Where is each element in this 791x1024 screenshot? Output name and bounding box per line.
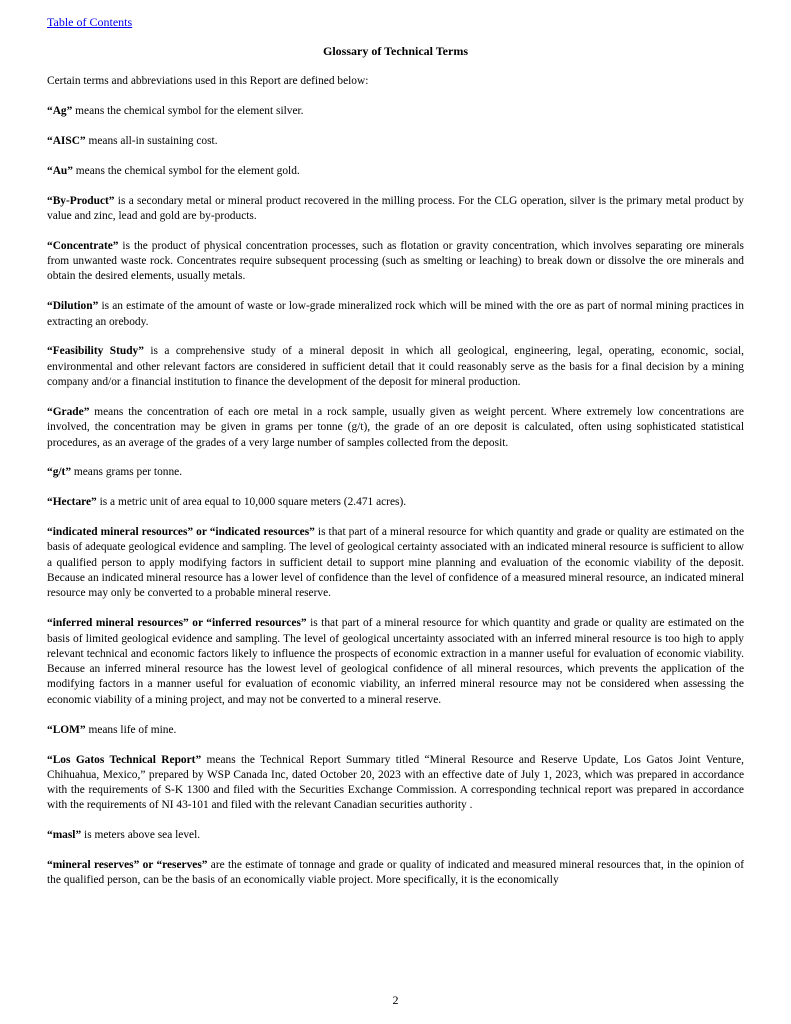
page-number: 2 bbox=[392, 993, 399, 1007]
glossary-term: “inferred mineral resources” or “inferred resources” bbox=[47, 617, 307, 630]
glossary-definition: is an estimate of the amount of waste or low-grade mineralized rock which will be mined with the ore as part of normal mining practices in extracting an orebody. bbox=[47, 300, 744, 328]
glossary-entry-inferred-resources bbox=[47, 616, 744, 708]
page-title: Glossary of Technical Terms bbox=[322, 44, 468, 58]
glossary-term: “Ag” bbox=[47, 104, 73, 117]
table-of-contents-link[interactable]: Table of Contents bbox=[47, 15, 133, 29]
glossary-definition: means the chemical symbol for the element gold. bbox=[72, 164, 300, 177]
glossary-definition: means grams per tonne. bbox=[71, 466, 183, 479]
glossary-entry-feasibility-study bbox=[47, 344, 744, 390]
glossary-definition: means the Technical Report Summary titled “Mineral Resource and Reserve Update, Los Gatos Joint Venture, Chihuahua, Mexico,” prepared by WSP Canada Inc, dated October 20, 2023 with an effective date of July 1, 2023, which was prepared in accordance with the requirements of S-K 1300 and filed with the Securities Exchange Commission. A corresponding technical report was prepared in accordance with the requirements of NI 43-101 and filed with the relevant Canadian securities authority . bbox=[47, 753, 744, 812]
glossary-definition: is meters above sea level. bbox=[81, 829, 201, 842]
glossary-term: “Dilution” bbox=[47, 300, 99, 313]
glossary-entry-aisc bbox=[47, 134, 744, 149]
glossary-entry-dilution bbox=[47, 299, 744, 330]
glossary-entry-g-t bbox=[47, 465, 744, 480]
glossary-term: “Au” bbox=[47, 164, 73, 177]
glossary-term: “Feasibility Study” bbox=[47, 345, 144, 358]
glossary-term: “g/t” bbox=[47, 466, 72, 479]
glossary-definition: is a metric unit of area equal to 10,000 square meters (2.471 acres). bbox=[96, 496, 407, 509]
glossary-definition: means all-in sustaining cost. bbox=[85, 134, 218, 147]
glossary-entry-indicated-resources bbox=[47, 525, 744, 601]
glossary-definition: is that part of a mineral resource for which quantity and grade or quality are estimated on the basis of limited geological evidence and sampling. The level of geological uncertainty associated with an inferred mineral resource is too high to apply relevant technical and economic factors likely to influence the prospects of economic extraction in a manner useful for evaluation of economic viability. Because an inferred mineral resource has the lowest level of geological confidence of all mineral resources, which prevents the application of the modifying factors in a manner useful for evaluation of economic viability, an inferred mineral resource may not be considered when assessing the economic viability of a mining project, and may not be converted to a mineral reserve. bbox=[47, 617, 745, 706]
glossary-term: “Los Gatos Technical Report” bbox=[47, 753, 202, 766]
glossary-entry-mineral-reserves bbox=[47, 858, 744, 889]
glossary-term: “mineral reserves” or “reserves” bbox=[47, 859, 208, 872]
glossary-entry-masl bbox=[47, 828, 744, 843]
glossary-entry-hectare bbox=[47, 495, 744, 510]
glossary-term: “masl” bbox=[47, 829, 82, 842]
glossary-term: “Grade” bbox=[47, 405, 90, 418]
glossary-body bbox=[47, 74, 744, 903]
glossary-definition: is a secondary metal or mineral product recovered in the milling process. For the CLG operation, silver is the primary metal product by value and zinc, lead and gold are by-products. bbox=[47, 194, 744, 222]
intro-paragraph: Certain terms and abbreviations used in this Report are defined below: bbox=[47, 75, 369, 87]
glossary-entry-grade bbox=[47, 405, 744, 451]
glossary-definition: means life of mine. bbox=[85, 723, 177, 736]
glossary-term: “indicated mineral resources” or “indicated resources” bbox=[47, 526, 315, 539]
glossary-definition: are the estimate of tonnage and grade or quality of indicated and measured mineral resources that, in the opinion of the qualified person, can be the basis of an economically viable project. More specifically, it is the economically bbox=[47, 859, 744, 887]
glossary-term: “AISC” bbox=[47, 134, 86, 147]
glossary-definition: means the concentration of each ore metal in a rock sample, usually given as weight percent. Where extremely low concentrations are involved, the concentration may be given in grams per tonne (g/t), the grade of an ore deposit is calculated, often using sophisticated statistical procedures, as an average of the grades of a very large number of samples collected from the deposit. bbox=[47, 405, 744, 449]
glossary-entry-by-product bbox=[47, 194, 744, 225]
glossary-entry-ag bbox=[47, 104, 744, 119]
glossary-definition: is that part of a mineral resource for which quantity and grade or quality are estimated on the basis of adequate geological evidence and sampling. The level of geological certainty associated with an indicated mineral resource is sufficient to allow a qualified person to apply modifying factors in sufficient detail to support mine planning and evaluation of the economic viability of the deposit. Because an indicated mineral resource has a lower level of confidence than the level of confidence of a measured mineral resource, an indicated mineral resource may only be converted to a probable mineral reserve. bbox=[47, 526, 745, 600]
glossary-entry-los-gatos-technical-report bbox=[47, 753, 744, 814]
glossary-entry-au bbox=[47, 164, 744, 179]
glossary-definition: means the chemical symbol for the element silver. bbox=[72, 104, 304, 117]
glossary-term: “Hectare” bbox=[47, 496, 97, 509]
glossary-entry-lom bbox=[47, 723, 744, 738]
glossary-definition: is a comprehensive study of a mineral deposit in which all geological, engineering, legal, operating, economic, social, environmental and other relevant factors are considered in sufficient detail that it could reasonably serve as the basis for a final decision by a mining company and/or a financial institution to finance the development of the deposit for mineral production. bbox=[47, 345, 745, 389]
glossary-definition: is the product of physical concentration processes, such as flotation or gravity concentration, which involves separating ore minerals from unwanted waste rock. Concentrates require subsequent processing (such as smelting or leaching) to break down or dissolve the ore minerals and obtain the desired elements, usually metals. bbox=[47, 239, 744, 283]
glossary-entry-concentrate bbox=[47, 239, 744, 285]
glossary-term: “LOM” bbox=[47, 723, 86, 736]
glossary-term: “Concentrate” bbox=[47, 239, 119, 252]
glossary-term: “By-Product” bbox=[47, 194, 115, 207]
